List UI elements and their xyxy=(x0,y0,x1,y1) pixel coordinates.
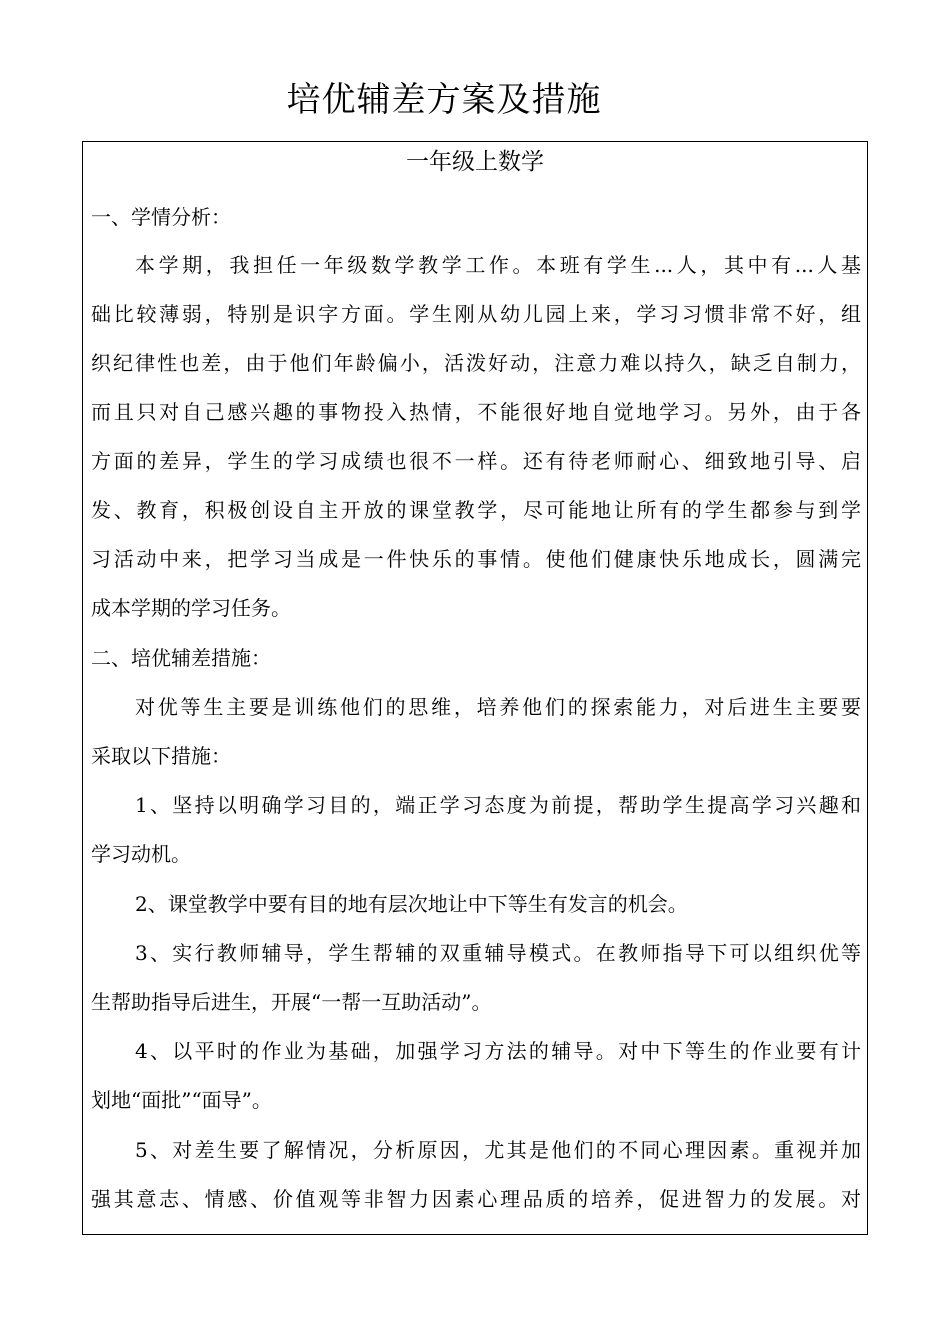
measure-item-1: 1、坚持以明确学习目的，端正学习态度为前提，帮助学生提高学习兴趣和 xyxy=(135,793,861,817)
content-box xyxy=(82,141,868,1235)
measure-item-2: 2、课堂教学中要有目的地有层次地让中下等生有发言的机会。 xyxy=(135,892,688,916)
measure-item-3: 3、实行教师辅导，学生帮辅的双重辅导模式。在教师指导下可以组织优等 xyxy=(135,941,861,965)
paragraph-line: 成本学期的学习任务。 xyxy=(91,596,291,620)
paragraph-line: 强其意志、情感、价值观等非智力因素心理品质的培养，促进智力的发展。对 xyxy=(91,1187,861,1211)
measure-item-5: 5、对差生要了解情况，分析原因，尤其是他们的不同心理因素。重视并加 xyxy=(135,1138,861,1162)
paragraph-line: 对优等生主要是训练他们的思维，培养他们的探索能力，对后进生主要要 xyxy=(135,695,861,719)
paragraph-line: 织纪律性也差，由于他们年龄偏小，活泼好动，注意力难以持久，缺乏自制力， xyxy=(91,351,861,375)
paragraph-line: 学习动机。 xyxy=(91,842,191,866)
section-heading-measures: 二、培优辅差措施： xyxy=(91,646,271,670)
paragraph-line: 本学期，我担任一年级数学教学工作。本班有学生...人，其中有...人基 xyxy=(135,253,861,277)
paragraph-line: 习活动中来，把学习当成是一件快乐的事情。使他们健康快乐地成长，圆满完 xyxy=(91,547,861,571)
paragraph-line: 划地“面批”“面导”。 xyxy=(91,1088,272,1112)
paragraph-line: 发、教育，积极创设自主开放的课堂教学，尽可能地让所有的学生都参与到学 xyxy=(91,498,861,522)
paragraph-line: 采取以下措施： xyxy=(91,744,231,768)
grade-subject-heading: 一年级上数学 xyxy=(406,149,544,175)
paragraph-line: 方面的差异，学生的学习成绩也很不一样。还有待老师耐心、细致地引导、启 xyxy=(91,449,861,473)
section-heading-analysis: 一、学情分析： xyxy=(91,205,231,229)
paragraph-line: 而且只对自己感兴趣的事物投入热情，不能很好地自觉地学习。另外，由于各 xyxy=(91,400,861,424)
measure-item-4: 4、以平时的作业为基础，加强学习方法的辅导。对中下等生的作业要有计 xyxy=(135,1039,861,1063)
document-title: 培优辅差方案及措施 xyxy=(286,80,602,120)
paragraph-line: 础比较薄弱，特别是识字方面。学生刚从幼儿园上来，学习习惯非常不好，组 xyxy=(91,302,861,326)
paragraph-line: 生帮助指导后进生，开展“一帮一互助活动”。 xyxy=(91,990,492,1014)
